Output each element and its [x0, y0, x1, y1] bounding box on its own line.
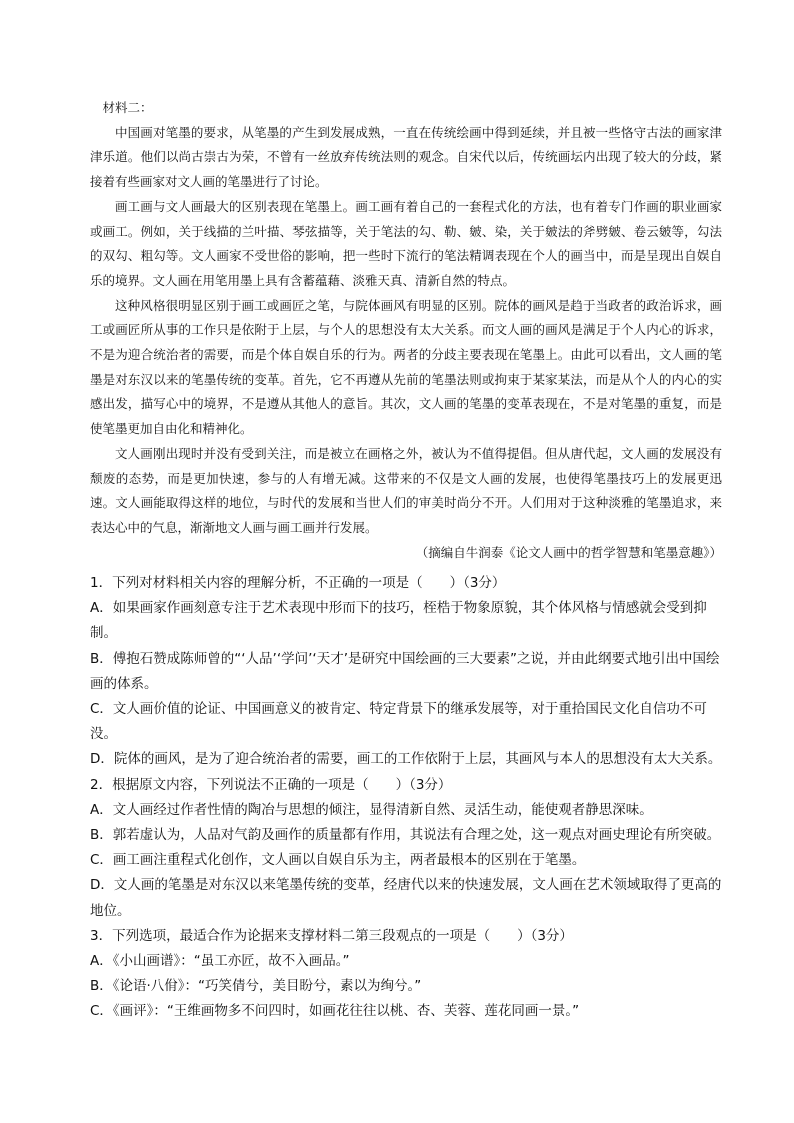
question-option: A．《小山画谱》：“虽工亦匠，故不入画品。”: [90, 953, 350, 970]
question-option: B．傅抱石赞成陈师曾的“‘人品’‘学问’‘天才’是研究中国绘画的三大要素”之说，并由此纲要式地引出中国绘画的体系。: [90, 650, 720, 692]
material-paragraph-4: 文人画刚出现时并没有受到关注，而是被立在画格之外，被认为不值得提倡。但从唐代起，文人画的发展没有颓废的态势，而是更加快速，参与的人有增无减。这带来的不仅是文人画的发展，也使得笔墨技巧上的发展更迅速。文人画能取得这样的地位，与时代的发展和当世人们的审美时尚分不开。人们用对于这种淡雅的笔墨追求，来表达心中的气息，渐渐地文人画与画工画并行发展。: [90, 445, 722, 535]
question-list: [90, 571, 722, 1025]
reading-material: [90, 96, 722, 565]
question-option: C．画工画注重程式化创作，文人画以自娱自乐为主，两者最根本的区别在于笔墨。: [90, 852, 586, 869]
material-heading: 材料二：: [102, 100, 153, 115]
question-option: B．《论语·八佾》：“巧笑倩兮，美目盼兮，素以为绚兮。”: [90, 978, 422, 995]
question-stem: 2．根据原文内容，下列说法不正确的一项是（ ）（3分）: [90, 776, 452, 793]
question-option: A．如果画家作画刻意专注于艺术表现中形而下的技巧，桎梏于物象原貌，其个体风格与情感就会受到抑制。: [90, 600, 707, 642]
question-option: D．院体的画风，是为了迎合统治者的需要，画工的工作依附于上层，其画风与本人的思想没有太大关系。: [90, 751, 722, 768]
question-stem: 1．下列对材料相关内容的理解分析，不正确的一项是（ ）（3分）: [90, 575, 506, 591]
material-paragraph-3: 这种风格很明显区别于画工或画匠之笔，与院体画风有明显的区别。院体的画风是趋于当政者的政治诉求，画工或画匠所从事的工作只是依附于上层，与个人的思想没有太大关系。而文人画的画风是满足于个人内心的诉求，不是为迎合统治者的需要，而是个体自娱自乐的行为。两者的分歧主要表现在笔墨上。由此可以看出，文人画的笔墨是对东汉以来的笔墨传统的变革。首先，它不再遵从先前的笔墨法则或拘束于某家某法，而是从个人的内心的实感出发，描写心中的境界，不是遵从其他人的意旨。其次，文人画的笔墨的变革表现在，不是对笔墨的重复，而是使笔墨更加自由化和精神化。: [90, 297, 722, 437]
question-1: [90, 571, 722, 773]
question-stem: 3．下列选项，最适合作为论据来支撑材料二第三段观点的一项是（ ）（3分）: [90, 927, 573, 944]
material-source: （摘编自牛润泰《论文人画中的哲学智慧和笔墨意趣》）: [415, 544, 722, 560]
question-option: C．《画评》：“王维画物多不问四时，如画花往往以桃、杏、芙蓉、莲花同画一景。”: [90, 1003, 580, 1020]
question-2: [90, 773, 722, 924]
material-paragraph-2: 画工画与文人画最大的区别表现在笔墨上。画工画有着自己的一套程式化的方法，也有着专门作画的职业画家或画工。例如，关于线描的兰叶描、琴弦描等，关于笔法的勾、勒、皴、染，关于皴法的斧劈皴、卷云皴等，勾法的双勾、粗勾等。文人画家不受世俗的影响，把一些时下流行的笔法精调表现在个人的画当中，而是呈现出自娱自乐的境界。文人画在用笔用墨上具有含蓄蕴藉、淡雅天真、清新自然的特点。: [90, 198, 722, 288]
question-3: [90, 924, 722, 1025]
question-option: A．文人画经过作者性情的陶冶与思想的倾注，显得清新自然、灵活生动，能使观者静思深味。: [90, 801, 653, 818]
material-paragraph-1: 中国画对笔墨的要求，从笔墨的产生到发展成熟，一直在传统绘画中得到延续，并且被一些恪守古法的画家津津乐道。他们以尚古崇古为荣，不曾有一丝放弃传统法则的观念。自宋代以后，传统画坛内出现了较大的分歧，紧接着有些画家对文人画的笔墨进行了讨论。: [90, 124, 722, 190]
question-option: C．文人画价值的论证、中国画意义的被肯定、特定背景下的继承发展等，对于重拾国民文化自信功不可没。: [90, 701, 707, 743]
question-option: D．文人画的笔墨是对东汉以来笔墨传统的变革，经唐代以来的快速发展，文人画在艺术领域取得了更高的地位。: [90, 877, 722, 919]
question-option: B．郭若虚认为，人品对气韵及画作的质量都有作用，其说法有合理之处，这一观点对画史理论有所突破。: [90, 827, 721, 844]
